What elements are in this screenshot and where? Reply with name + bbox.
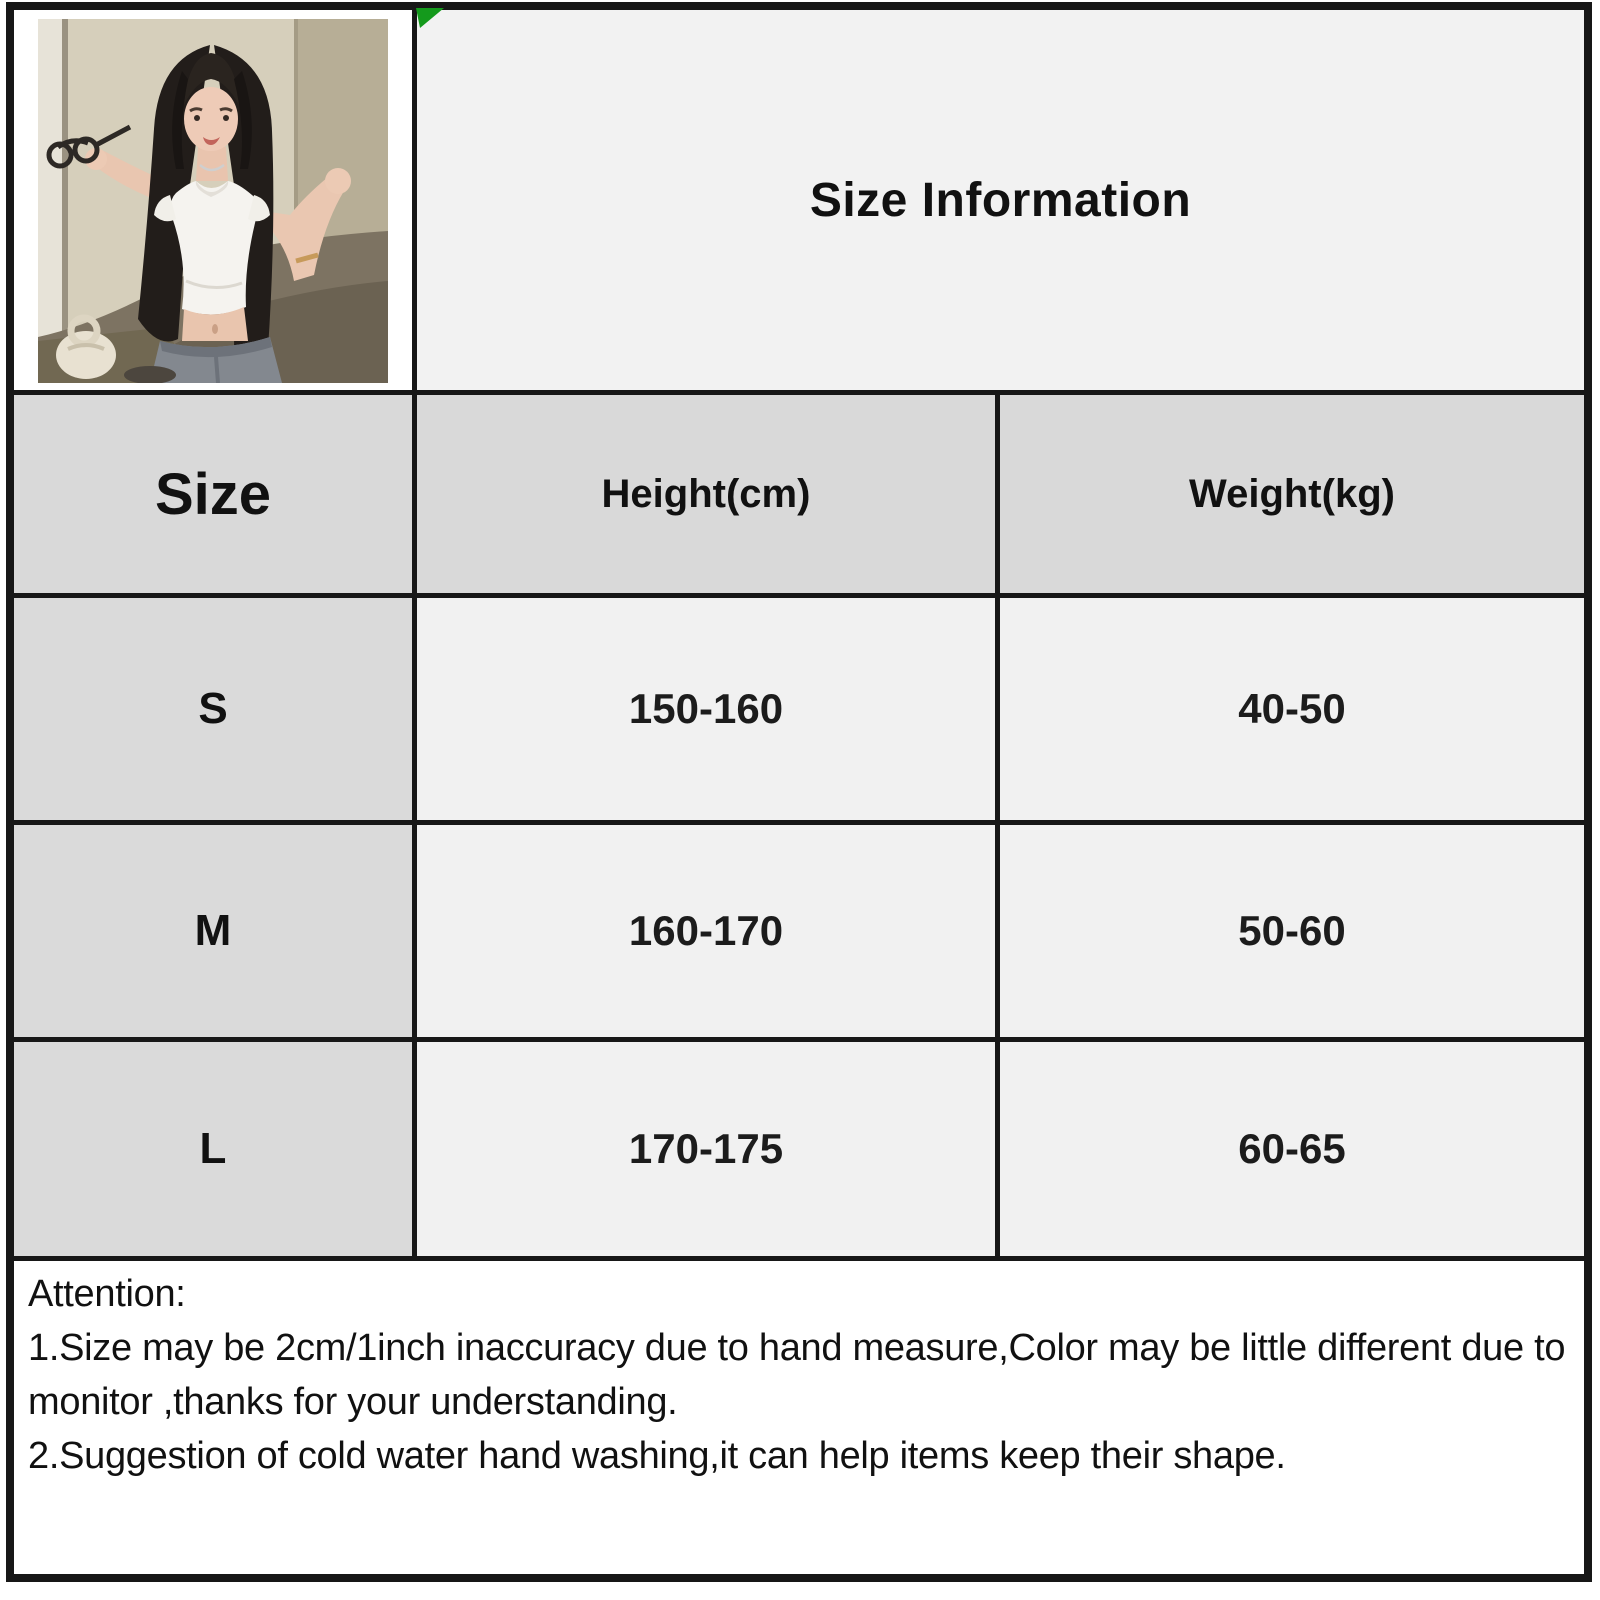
column-header-height: Height(cm) (417, 395, 995, 593)
size-chart-frame (6, 2, 1592, 1582)
title-cell (417, 10, 1584, 390)
attention-note-1: 1.Size may be 2cm/1inch inaccuracy due to hand measure,Color may be little different due to monitor ,thanks for your understanding. (28, 1327, 1566, 1423)
weight-value-l: 60-65 (1000, 1042, 1584, 1256)
weight-value-s: 40-50 (1000, 598, 1584, 820)
size-chart-grid (14, 10, 1584, 1574)
height-value-s: 150-160 (417, 598, 995, 820)
size-label-l: L (14, 1042, 412, 1256)
model-photo (38, 19, 388, 383)
height-value-l: 170-175 (417, 1042, 995, 1256)
attention-note-2: 2.Suggestion of cold water hand washing,it can help items keep their shape. (28, 1435, 1286, 1477)
size-label-s: S (14, 598, 412, 820)
attention-section (14, 1261, 1584, 1574)
photo-cell (14, 10, 412, 390)
column-header-weight: Weight(kg) (1000, 395, 1584, 593)
column-header-size: Size (14, 395, 412, 593)
attention-heading: Attention: (28, 1273, 186, 1315)
weight-value-m: 50-60 (1000, 825, 1584, 1037)
green-corner-marker (410, 8, 446, 30)
height-value-m: 160-170 (417, 825, 995, 1037)
page-title: Size Information (809, 173, 1192, 227)
size-label-m: M (14, 825, 412, 1037)
